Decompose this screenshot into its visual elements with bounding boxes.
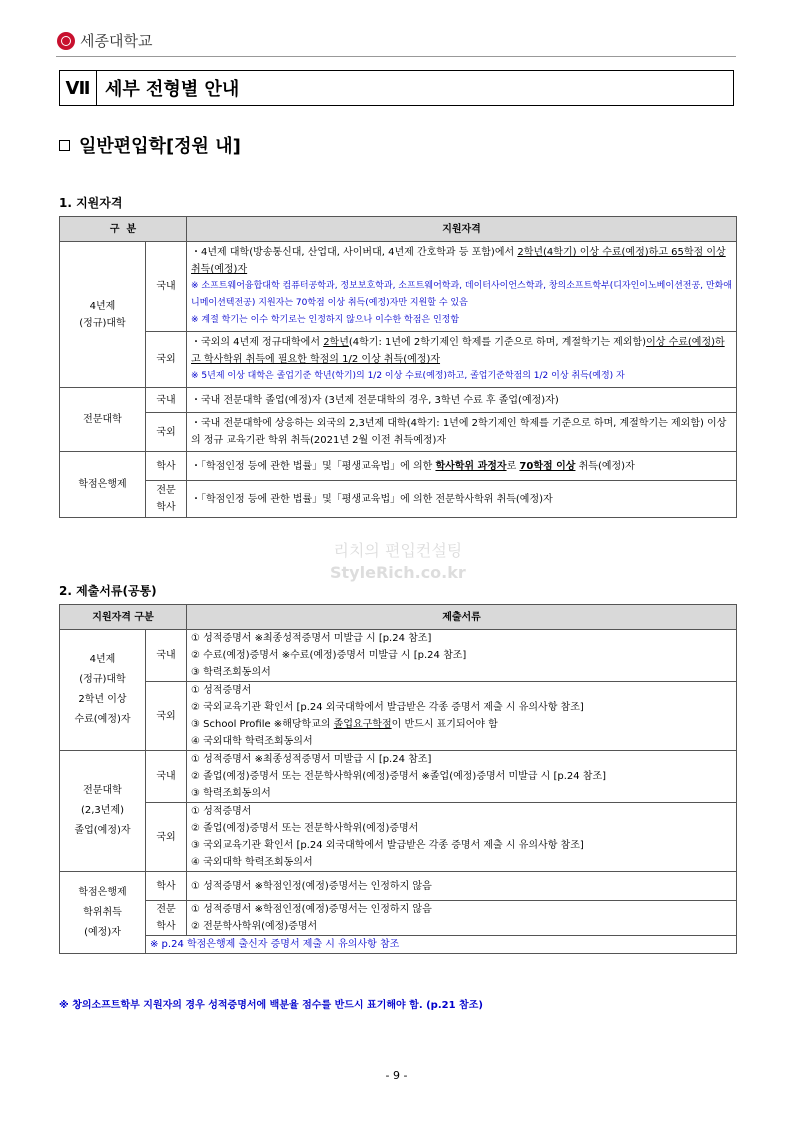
sub-foreign: 국외	[146, 332, 187, 388]
cell-credit-associate: ・「학점인정 등에 관한 법률」및「평생교육법」에 의한 전문학사학위 취득(예정)자	[187, 481, 737, 518]
col-header-category: 지원자격 구분	[60, 605, 187, 630]
sub-domestic: 국내	[146, 388, 187, 413]
cell-junior-domestic: ・국내 전문대학 졸업(예정)자 (3년제 전문대학의 경우, 3학년 수료 후 졸업(예정)자)	[187, 388, 737, 413]
sub-foreign: 국외	[146, 803, 187, 872]
cell-4yr-domestic: ・4년제 대학(방송통신대, 산업대, 사이버대, 4년제 간호학과 등 포함)에서 2학년(4학기) 이상 수료(예정)하고 65학점 이상 취득(예정)자 ※ 소프트웨어융합대학 컴퓨터공학과, 정보보호학과, 소프트웨어학과, 데이터사이언스학과, 창의소프트학부(디자인이노베이션전공, 만화애니메이션텍전공) 지원자는 70학점 이상 취득(예정)자만 지원할 수 있음 ※ 계절 학기는 이수 학기로는 인정하지 않으나 이수한 학점은 인정함	[187, 242, 737, 332]
heading-eligibility: 1. 지원자격	[59, 196, 123, 210]
section-header	[59, 70, 734, 106]
subsection-title	[59, 132, 241, 158]
header-divider	[56, 56, 736, 57]
page-number: - 9 -	[385, 1069, 408, 1082]
sub-bachelor: 학사	[146, 452, 187, 481]
group-credit-bank: 학점은행제	[60, 452, 146, 518]
sub-associate: 전문 학사	[146, 901, 187, 936]
sub-associate: 전문 학사	[146, 481, 187, 518]
logo-text: 세종대학교	[80, 32, 153, 50]
group-4yr: 4년제 (정규)대학 2학년 이상 수료(예정)자	[60, 630, 146, 751]
footnote: ※ 창의소프트학부 지원자의 경우 성적증명서에 백분율 점수를 반드시 표기해야 함. (p.21 참조)	[59, 1000, 483, 1011]
subsection-label: 일반편입학[정원 내]	[79, 136, 241, 157]
documents-table	[59, 604, 737, 954]
cell-junior-domestic-docs: ① 성적증명서 ※최종성적증명서 미발급 시 [p.24 참조] ② 졸업(예정)증명서 또는 전문학사학위(예정)증명서 ※졸업(예정)증명서 미발급 시 [p.24 참조] ③ 학력조회동의서	[187, 751, 737, 803]
cell-4yr-foreign: ・국외의 4년제 정규대학에서 2학년(4학기: 1년에 2학기제인 학제를 기준으로 하며, 계절학기는 제외함)이상 수료(예정)하고 학사학위 취득에 필요한 학점의 1/2 이상 취득(예정)자 ※ 5년제 이상 대학은 졸업기준 학년(학기)의 1/2 이상 수료(예정)하고, 졸업기준학점의 1/2 이상 취득(예정) 자	[187, 332, 737, 388]
cell-credit-associate-docs: ① 성적증명서 ※학점인정(예정)증명서는 인정하지 않음 ② 전문학사학위(예정)증명서	[187, 901, 737, 936]
eligibility-table	[59, 216, 737, 518]
note-5yr: ※ 5년제 이상 대학은 졸업기준 학년(학기)의 1/2 이상 수료(예정)하고, 졸업기준학점의 1/2 이상 취득(예정) 자	[191, 371, 625, 381]
sub-domestic: 국내	[146, 751, 187, 803]
cell-junior-foreign: ・국내 전문대학에 상응하는 외국의 2,3년제 대학(4학기: 1년에 2학기제인 학제를 기준으로 하며, 계절학기는 제외함) 이상의 정규 교육기관 학위 취득(2021년 2월 이전 취득예정)자	[187, 413, 737, 452]
note-summer: ※ 계절 학기는 이수 학기로는 인정하지 않으나 이수한 학점은 인정함	[191, 315, 460, 325]
group-junior-college: 전문대학 (2,3년제) 졸업(예정)자	[60, 751, 146, 872]
cell-junior-foreign-docs: ① 성적증명서 ② 졸업(예정)증명서 또는 전문학사학위(예정)증명서 ③ 국외교육기관 확인서 [p.24 외국대학에서 발급받은 각종 증명서 제출 시 유의사항 참조] ④ 국외대학 학력조회동의서	[187, 803, 737, 872]
cell-credit-bachelor: ・「학점인정 등에 관한 법률」및「평생교육법」에 의한 학사학위 과정자로 70학점 이상 취득(예정)자	[187, 452, 737, 481]
cell-4yr-foreign-docs: ① 성적증명서 ② 국외교육기관 확인서 [p.24 외국대학에서 발급받은 각종 증명서 제출 시 유의사항 참조] ③ School Profile ※해당학교의 졸업요구학점이 반드시 표기되어야 함 ④ 국외대학 학력조회동의서	[187, 682, 737, 751]
section-title: 세부 전형별 안내	[105, 79, 240, 100]
cell-credit-bachelor-docs: ① 성적증명서 ※학점인정(예정)증명서는 인정하지 않음	[187, 872, 737, 901]
university-seal-icon	[57, 32, 75, 50]
section-number: Ⅶ	[60, 71, 97, 105]
sub-foreign: 국외	[146, 413, 187, 452]
col-header-eligibility: 지원자격	[187, 217, 737, 242]
group-4yr: 4년제 (정규)대학	[60, 242, 146, 388]
watermark: 리치의 편입컨설팅 StyleRich.co.kr	[330, 541, 466, 582]
credit-bank-note: ※ p.24 학점은행제 출신자 증명서 제출 시 유의사항 참조	[146, 936, 737, 954]
col-header-documents: 제출서류	[187, 605, 737, 630]
group-credit-bank: 학점은행제 학위취득 (예정)자	[60, 872, 146, 954]
sub-domestic: 국내	[146, 630, 187, 682]
square-bullet-icon	[59, 140, 70, 151]
note-software: ※ 소프트웨어융합대학 컴퓨터공학과, 정보보호학과, 소프트웨어학과, 데이터사이언스학과, 창의소프트학부(디자인이노베이션전공, 만화애니메이션텍전공) 지원자는 70학점 이상 취득(예정)자만 지원할 수 있음	[191, 281, 732, 308]
university-logo	[57, 30, 152, 51]
heading-documents: 2. 제출서류(공통)	[59, 584, 157, 598]
col-header-category: 구 분	[60, 217, 187, 242]
cell-4yr-domestic-docs: ① 성적증명서 ※최종성적증명서 미발급 시 [p.24 참조] ② 수료(예정)증명서 ※수료(예정)증명서 미발급 시 [p.24 참조] ③ 학력조회동의서	[187, 630, 737, 682]
group-junior-college: 전문대학	[60, 388, 146, 452]
sub-bachelor: 학사	[146, 872, 187, 901]
sub-foreign: 국외	[146, 682, 187, 751]
sub-domestic: 국내	[146, 242, 187, 332]
